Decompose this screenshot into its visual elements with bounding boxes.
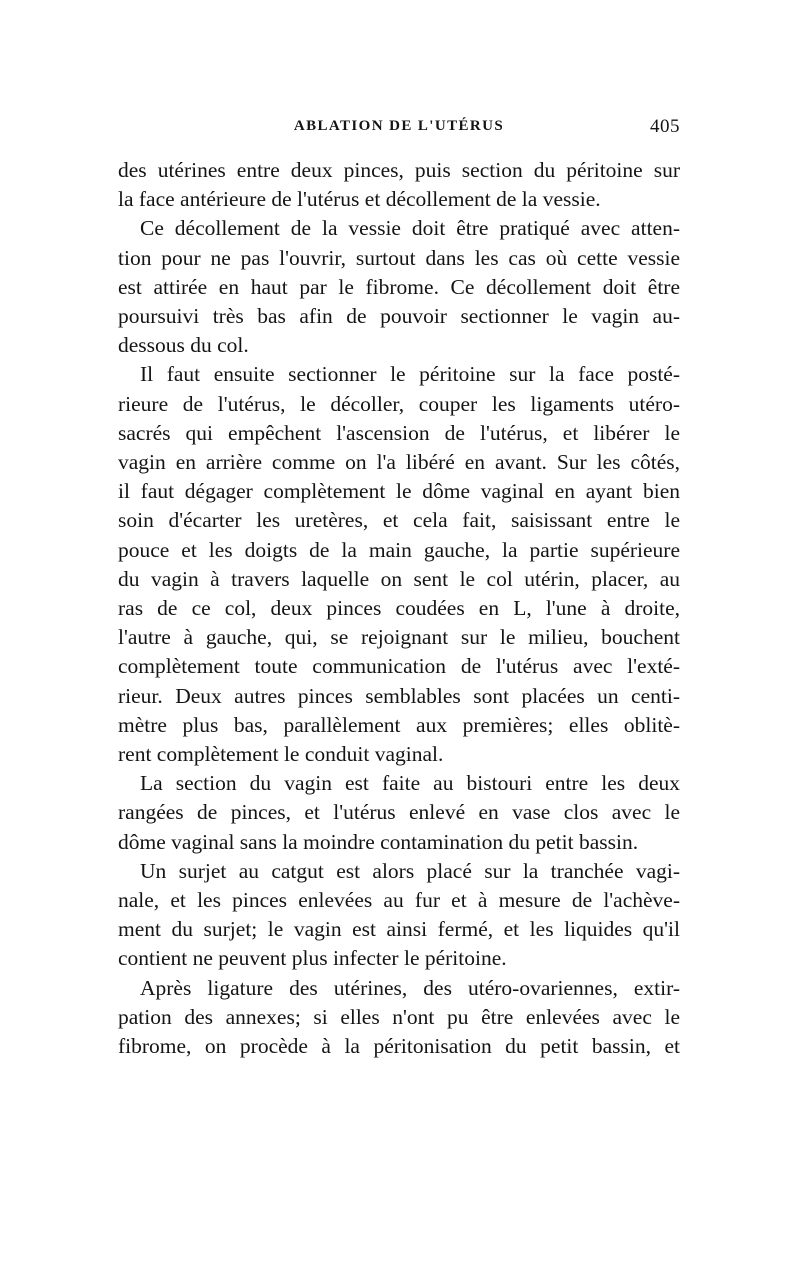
text-line: Un surjet au catgut est alors placé sur la tranchée vagi- [140,858,680,883]
page-number: 405 [650,116,680,137]
text-line: ment du surjet; le vagin est ainsi fermé, et les liquides qu'il [118,917,680,942]
text-line: contient ne peuvent plus infecter le péritoine. [118,946,507,971]
text-line: vagin en arrière comme on l'a libéré en avant. Sur les côtés, [118,450,680,475]
text-line: sacrés qui empêchent l'ascension de l'utérus, et libérer le [118,420,680,445]
text-line: nale, et les pinces enlevées au fur et à mesure de l'achève- [118,888,680,913]
text-line: est attirée en haut par le fibrome. Ce décollement doit être [118,274,680,299]
text-line: il faut dégager complètement le dôme vaginal en ayant bien [118,479,680,504]
paragraph [118,360,680,769]
text-line: des utérines entre deux pinces, puis section du péritoine sur [118,158,680,182]
paragraph [118,214,680,360]
text-line: dessous du col. [118,333,249,358]
paragraph [118,769,680,857]
paragraph [118,857,680,974]
text-line: Après ligature des utérines, des utéro-ovariennes, extir- [140,975,680,1000]
text-line: mètre plus bas, parallèlement aux premières; elles oblitè- [118,712,680,737]
text-line: Il faut ensuite sectionner le péritoine sur la face posté- [140,362,680,387]
running-title: ABLATION DE L'UTÉRUS [293,118,505,134]
text-line: fibrome, on procède à la péritonisation du petit bassin, et [118,1034,680,1059]
text-line: pation des annexes; si elles n'ont pu être enlevées avec le [118,1004,680,1029]
text-line: rieure de l'utérus, le décoller, couper les ligaments utéro- [118,391,680,416]
text-line: complètement toute communication de l'utérus avec l'exté- [118,654,680,679]
text-line: l'autre à gauche, qui, se rejoignant sur le milieu, bouchent [118,625,680,650]
paragraph [118,974,680,1062]
text-line: rieur. Deux autres pinces semblables sont placées un centi- [118,683,680,708]
text-line: tion pour ne pas l'ouvrir, surtout dans les cas où cette vessie [118,245,680,270]
running-head [118,116,680,140]
text-line: du vagin à travers laquelle on sent le col utérin, placer, au [118,566,680,591]
text-line: rent complètement le conduit vaginal. [118,742,444,767]
text-line: ras de ce col, deux pinces coudées en L, l'une à droite, [118,596,680,621]
text-line: La section du vagin est faite au bistouri entre les deux [140,771,680,796]
text-line: soin d'écarter les uretères, et cela fait, saisissant entre le [118,508,680,533]
text-line: rangées de pinces, et l'utérus enlevé en vase clos avec le [118,800,680,825]
text-line: pouce et les doigts de la main gauche, la partie supérieure [118,537,680,562]
text-line: la face antérieure de l'utérus et décollement de la vessie. [118,187,601,212]
text-line: poursuivi très bas afin de pouvoir sectionner le vagin au- [118,304,680,329]
paragraph [118,156,680,214]
text-line: Ce décollement de la vessie doit être pratiqué avec atten- [140,216,680,241]
text-line: dôme vaginal sans la moindre contamination du petit bassin. [118,829,639,854]
body-text [118,156,680,1061]
